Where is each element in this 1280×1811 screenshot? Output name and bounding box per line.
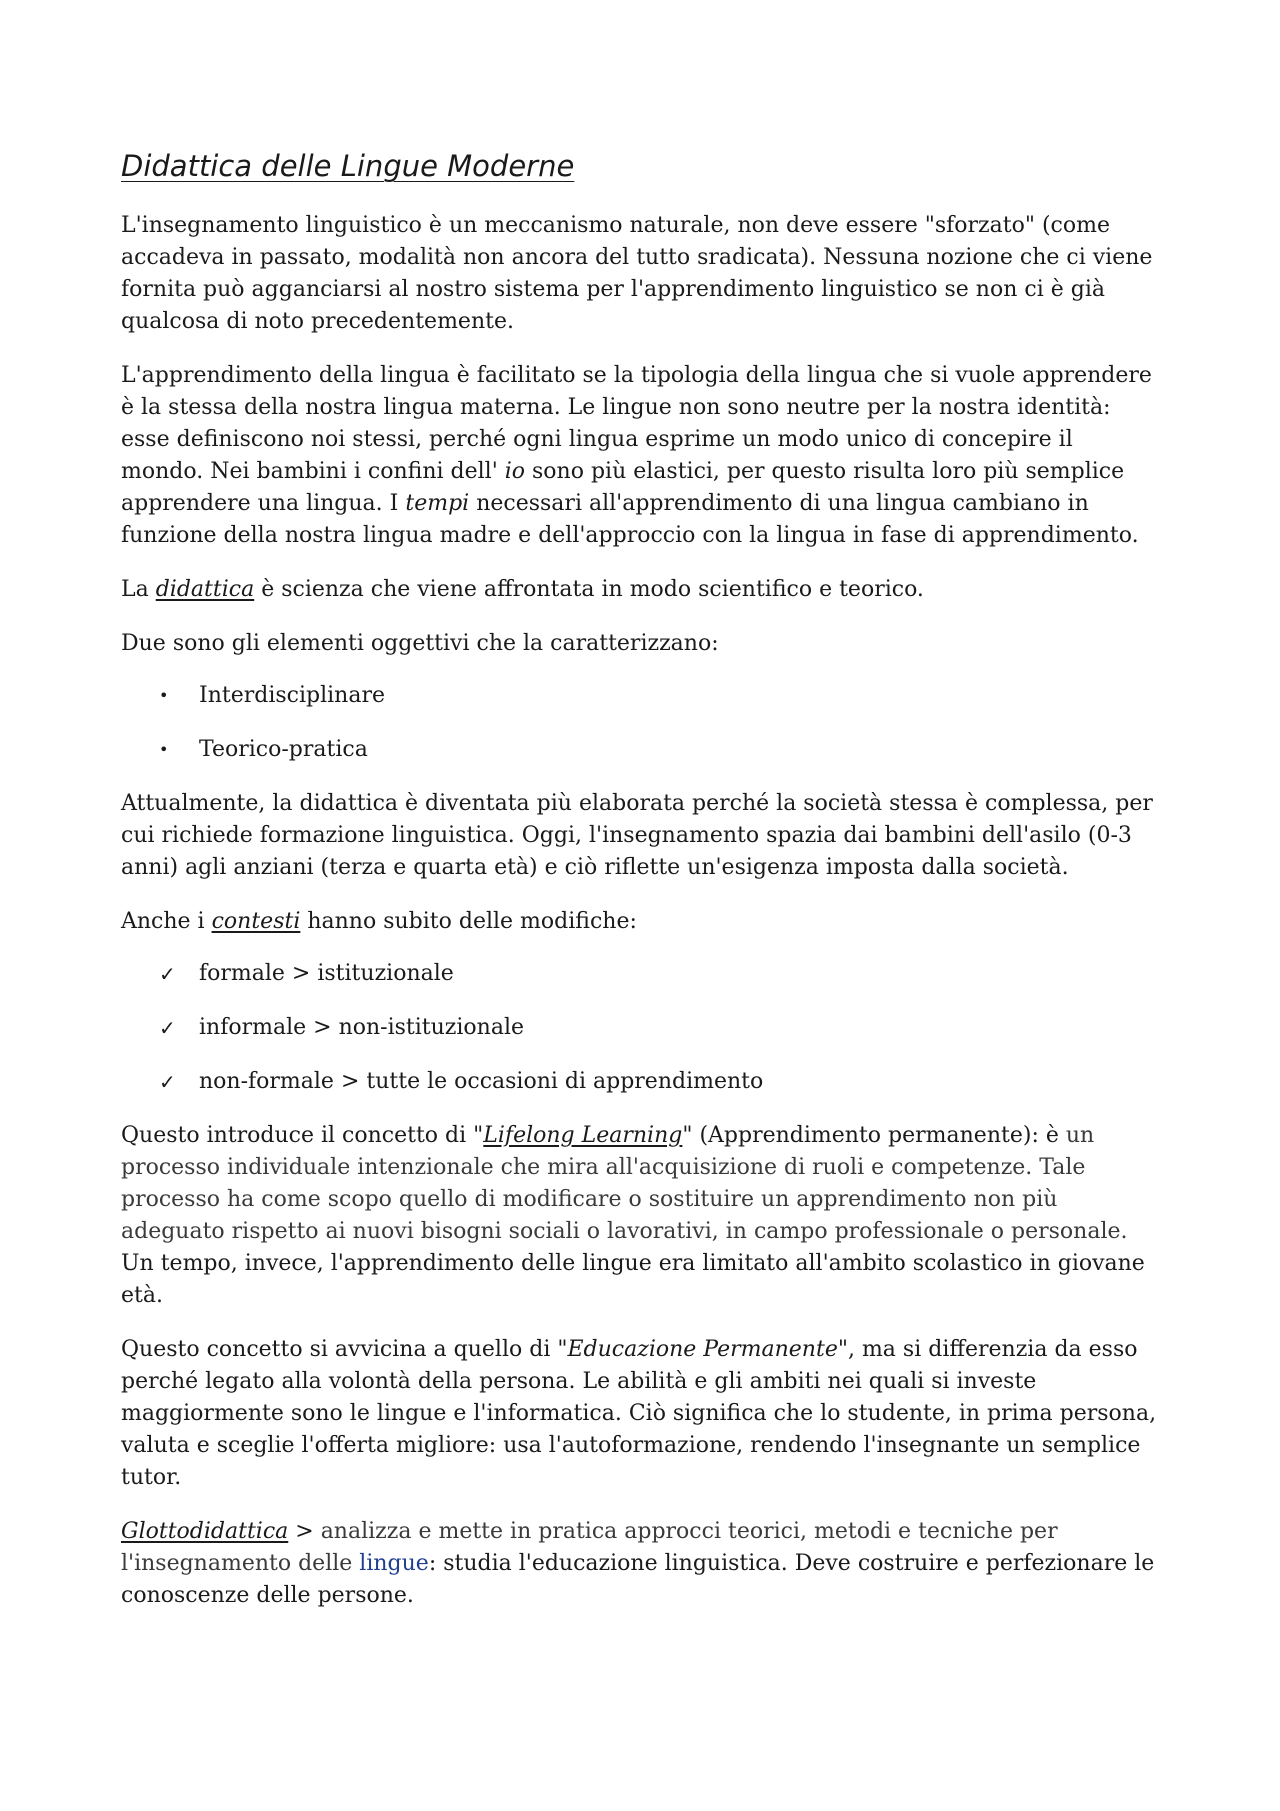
checkmark-list [121, 958, 1161, 1098]
paragraph-didattica-definition [121, 574, 1161, 606]
term-lingue: lingue [359, 1551, 429, 1576]
text: necessari all'apprendimento di una lingua cambiano in funzione della nostra lingua madre e dell'approccio con la lingua in fase di apprendimento. [121, 491, 1139, 548]
term-didattica: didattica [155, 577, 255, 602]
text: > [288, 1519, 321, 1544]
list-item-text: non-formale > tutte le occasioni di apprendimento [199, 1069, 764, 1094]
definition-text: un processo individuale intenzionale che mira all'acquisizione di ruoli e competenze. Tale processo ha come scopo quello di modificare o sostituire un apprendimento non più adeguato rispetto ai nuovi bisogni sociali o lavorativi, in campo professionale o personale. [121, 1123, 1128, 1244]
term-lifelong-learning: Lifelong Learning [483, 1123, 683, 1148]
text: Questo introduce il concetto di " [121, 1123, 484, 1148]
text: " (Apprendimento permanente): è [682, 1123, 1066, 1148]
bullet-marker: • [159, 740, 169, 759]
list-item [121, 734, 1161, 766]
checkmark-icon: ✓ [159, 1070, 176, 1094]
text: Un tempo, invece, l'apprendimento delle lingue era limitato all'ambito scolastico in giovane età. [121, 1251, 1145, 1308]
paragraph-educazione-permanente [121, 1334, 1161, 1494]
list-item [121, 1012, 1161, 1044]
checkmark-icon: ✓ [159, 1016, 176, 1040]
text: La [121, 577, 156, 602]
text: è scienza che viene affrontata in modo scientifico e teorico. [254, 577, 924, 602]
term-tempi: tempi [405, 491, 470, 516]
paragraph-contexts [121, 906, 1161, 938]
definition-text: analizza e mette in pratica approcci teorici, metodi e tecniche per l'insegnamento delle [121, 1519, 1058, 1576]
list-item [121, 958, 1161, 990]
paragraph-glottodidattica [121, 1516, 1161, 1612]
paragraph-lifelong-learning [121, 1120, 1161, 1312]
term-educazione-permanente: Educazione Permanente [567, 1337, 838, 1362]
document-page [121, 148, 1161, 1634]
list-item-text: formale > istituzionale [199, 961, 454, 986]
bullet-marker: • [159, 686, 169, 705]
list-item-text: informale > non-istituzionale [199, 1015, 525, 1040]
text: ", ma si differenzia da esso perché legato alla volontà della persona. Le abilità e gli ambiti nei quali si investe maggiormente sono le lingue e l'informatica. Ciò significa che lo studente, in prima persona, valuta e sceglie l'offerta migliore: usa l'autoformazione, rendendo l'insegnante un semplice tutor. [121, 1337, 1157, 1490]
paragraph-intro: L'insegnamento linguistico è un meccanismo naturale, non deve essere "sforzato" (come accadeva in passato, modalità non ancora del tutto sradicata). Nessuna nozione che ci viene fornita può agganciarsi al nostro sistema per l'apprendimento linguistico se non ci è già qualcosa di noto precedentemente. [121, 213, 1153, 334]
paragraph-elements-intro: Due sono gli elementi oggettivi che la caratterizzano: [121, 631, 719, 656]
document-title: Didattica delle Lingue Moderne [121, 149, 575, 183]
text: Questo concetto si avvicina a quello di " [121, 1337, 568, 1362]
text: sono più elastici, per questo risulta loro più semplice apprendere una lingua. I [121, 459, 1125, 516]
text: L'apprendimento della lingua è facilitato se la tipologia della lingua che si vuole apprendere è la stessa della nostra lingua materna. Le lingue non sono neutre per la nostra identità: esse definiscono noi stessi, perché ogni lingua esprime un modo unico di concepire il mondo. Nei bambini i confini dell' [121, 363, 1152, 484]
list-item-text: Interdisciplinare [199, 683, 385, 708]
text: : studia l'educazione linguistica. Deve costruire e perfezionare le conoscenze delle persone. [121, 1551, 1155, 1608]
text: hanno subito delle modifiche: [300, 909, 637, 934]
term-io: io [504, 459, 526, 484]
text: Anche i [121, 909, 212, 934]
list-item [121, 680, 1161, 712]
checkmark-icon: ✓ [159, 962, 176, 986]
paragraph-language-learning [121, 360, 1161, 552]
term-glottodidattica: Glottodidattica [121, 1519, 289, 1544]
list-item-text: Teorico-pratica [199, 737, 368, 762]
paragraph-current-didactics: Attualmente, la didattica è diventata più elaborata perché la società stessa è complessa, per cui richiede formazione linguistica. Oggi, l'insegnamento spazia dai bambini dell'asilo (0-3 anni) agli anziani (terza e quarta età) e ciò riflette un'esigenza imposta dalla società. [121, 791, 1153, 880]
list-item [121, 1066, 1161, 1098]
term-contesti: contesti [211, 909, 301, 934]
bullet-list [121, 680, 1161, 766]
